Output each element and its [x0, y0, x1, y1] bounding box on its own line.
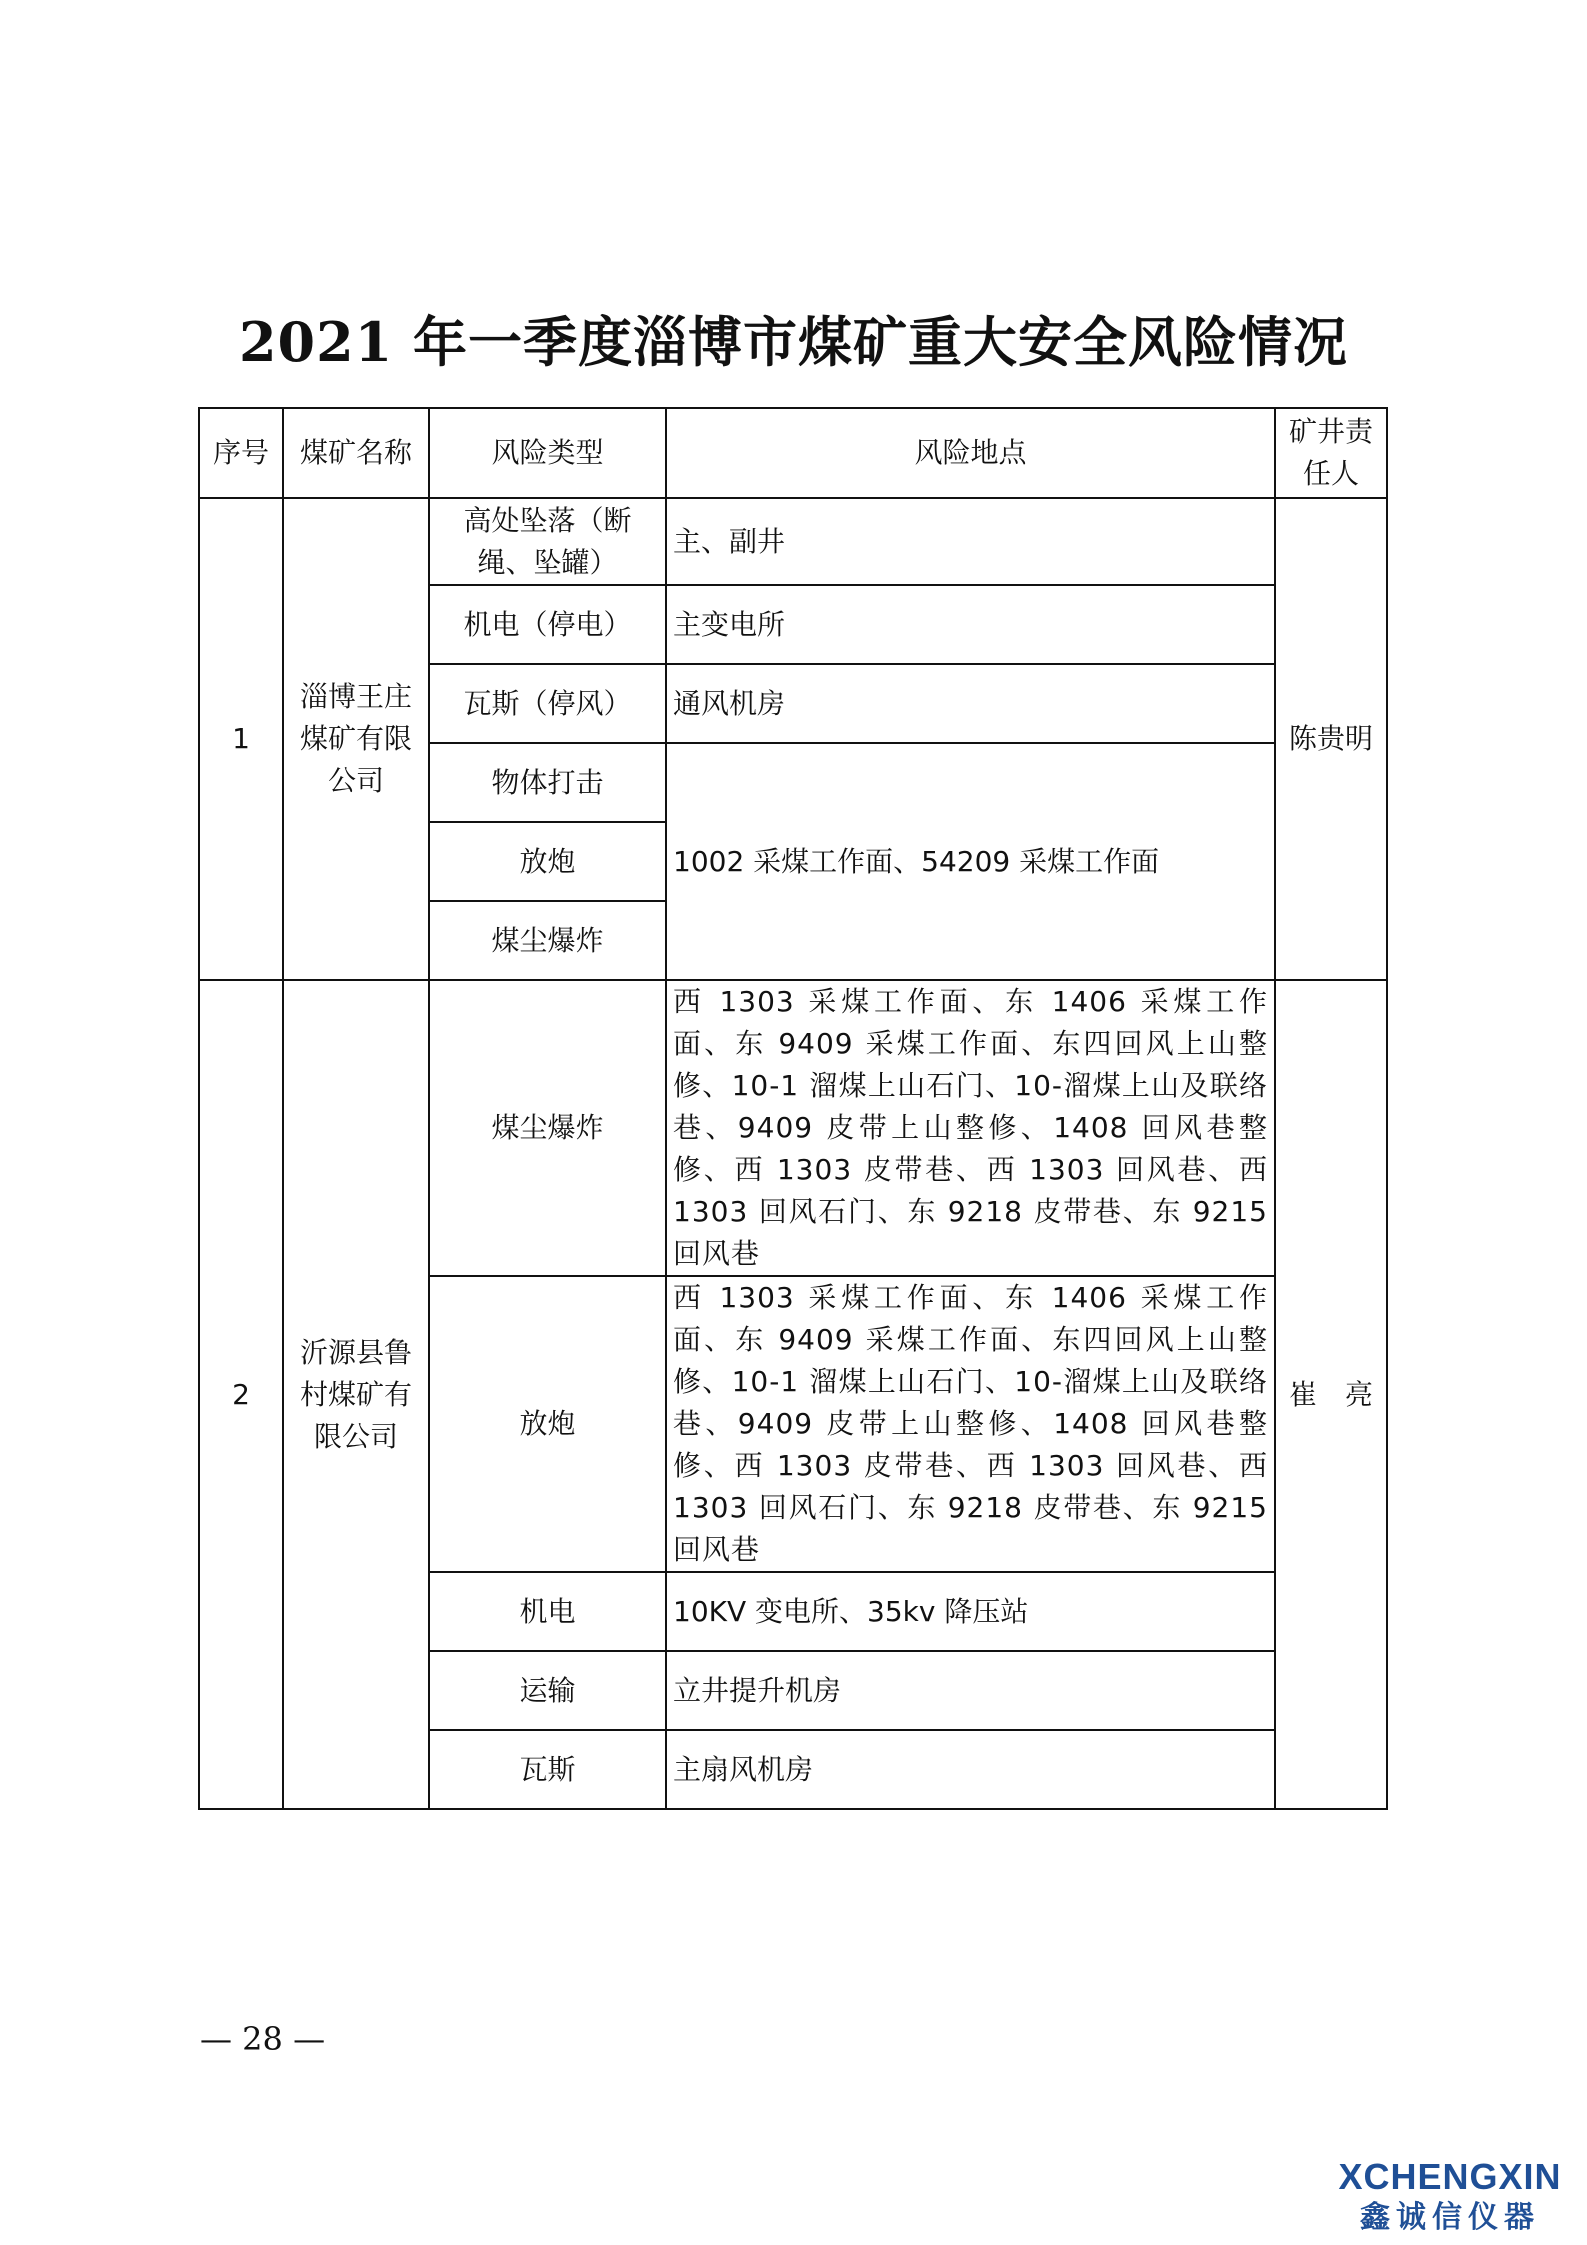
risk-type: 物体打击: [429, 743, 666, 822]
watermark-cn: 鑫诚信仪器: [1360, 2200, 1540, 2235]
header-risk-type: 风险类型: [429, 408, 666, 498]
risk-location: 西 1303 采煤工作面、东 1406 采煤工作面、东 9409 采煤工作面、东四回风上山整修、10-1 溜煤上山石门、10-溜煤上山及联络巷、9409 皮带上山整修、1408 回风巷整修、西 1303 皮带巷、西 1303 回风巷、西 1303 回风石门、东 9218 皮带巷、东 9215 回风巷: [666, 1276, 1275, 1572]
mine-name: 沂源县鲁村煤矿有限公司: [283, 980, 429, 1809]
risk-table: [198, 407, 1388, 1810]
risk-type: 瓦斯（停风）: [429, 664, 666, 743]
table-row: [199, 498, 1387, 585]
page-number: — 28 —: [200, 2020, 326, 2058]
risk-location: 立井提升机房: [666, 1651, 1275, 1730]
mine-index: 1: [199, 498, 283, 980]
risk-location: 主扇风机房: [666, 1730, 1275, 1809]
mine-responsible: 陈贵明: [1275, 498, 1387, 980]
risk-location: 主、副井: [666, 498, 1275, 585]
risk-type: 机电（停电）: [429, 585, 666, 664]
risk-type: 放炮: [429, 822, 666, 901]
risk-type: 机电: [429, 1572, 666, 1651]
risk-type: 高处坠落（断绳、坠罐）: [429, 498, 666, 585]
header-index: 序号: [199, 408, 283, 498]
mine-index: 2: [199, 980, 283, 1809]
risk-type: 瓦斯: [429, 1730, 666, 1809]
header-row: [199, 408, 1387, 498]
header-risk-location: 风险地点: [666, 408, 1275, 498]
mine-name: 淄博王庄煤矿有限公司: [283, 498, 429, 980]
mine-responsible: 崔 亮: [1275, 980, 1387, 1809]
page-title: 2021 年一季度淄博市煤矿重大安全风险情况: [238, 310, 1349, 374]
risk-location: 主变电所: [666, 585, 1275, 664]
risk-location: 1002 采煤工作面、54209 采煤工作面: [666, 743, 1275, 980]
risk-type: 放炮: [429, 1276, 666, 1572]
risk-location: 西 1303 采煤工作面、东 1406 采煤工作面、东 9409 采煤工作面、东四回风上山整修、10-1 溜煤上山石门、10-溜煤上山及联络巷、9409 皮带上山整修、1408 回风巷整修、西 1303 皮带巷、西 1303 回风巷、西 1303 回风石门、东 9218 皮带巷、东 9215 回风巷: [666, 980, 1275, 1276]
risk-type: 运输: [429, 1651, 666, 1730]
table-row: [199, 980, 1387, 1276]
brand-watermark-logo: [1325, 2151, 1575, 2235]
watermark-latin: XCHENGXIN: [1338, 2156, 1562, 2197]
header-responsible: 矿井责任人: [1275, 408, 1387, 498]
risk-type: 煤尘爆炸: [429, 980, 666, 1276]
risk-location: 通风机房: [666, 664, 1275, 743]
header-mine-name: 煤矿名称: [283, 408, 429, 498]
risk-location: 10KV 变电所、35kv 降压站: [666, 1572, 1275, 1651]
risk-type: 煤尘爆炸: [429, 901, 666, 980]
